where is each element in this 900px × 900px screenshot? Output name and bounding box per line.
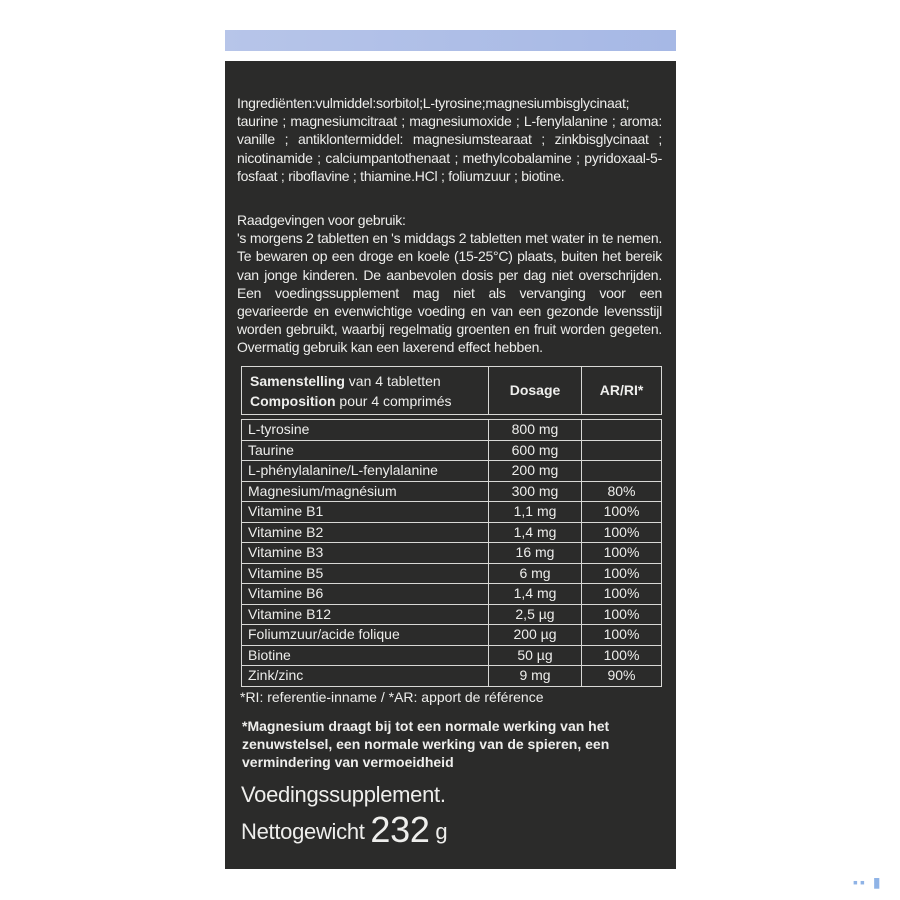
nutrient-name: Zink/zinc <box>242 666 489 687</box>
net-weight-label: Nettogewicht <box>241 819 365 844</box>
nutrient-name: Magnesium/magnésium <box>242 481 489 502</box>
usage-advice-heading: Raadgevingen voor gebruik: <box>237 212 406 228</box>
nutrient-ri: 100% <box>582 522 662 543</box>
nutrient-ri: 100% <box>582 584 662 605</box>
supplement-label: Voedingssupplement. <box>241 782 446 807</box>
nutrient-ri: 90% <box>582 666 662 687</box>
nutrient-dose: 16 mg <box>489 543 582 564</box>
nutrient-name: Vitamine B6 <box>242 584 489 605</box>
nutrient-dose: 1,4 mg <box>489 584 582 605</box>
header-fr-bold: Composition <box>250 392 336 409</box>
corner-decoration: ▪▪ ▮ <box>853 874 883 890</box>
nutrient-dose: 50 µg <box>489 645 582 666</box>
nutrient-ri <box>582 461 662 482</box>
composition-rows <box>242 420 662 687</box>
table-row <box>242 584 662 605</box>
nutrient-dose: 6 mg <box>489 563 582 584</box>
nutrient-ri: 100% <box>582 543 662 564</box>
net-weight-unit: g <box>435 819 448 844</box>
nutrient-name: L-tyrosine <box>242 420 489 441</box>
nutrient-dose: 1,1 mg <box>489 502 582 523</box>
table-row <box>242 502 662 523</box>
nutrient-dose: 200 mg <box>489 461 582 482</box>
nutrient-ri: 100% <box>582 604 662 625</box>
nutrient-name: Vitamine B12 <box>242 604 489 625</box>
top-color-band <box>225 30 676 51</box>
composition-table <box>241 366 662 687</box>
nutrient-ri: 100% <box>582 645 662 666</box>
composition-header <box>242 367 489 415</box>
nutrient-dose: 800 mg <box>489 420 582 441</box>
table-row <box>242 645 662 666</box>
dosage-header: Dosage <box>489 367 582 415</box>
usage-advice <box>237 211 662 357</box>
nutrient-name: Foliumzuur/acide folique <box>242 625 489 646</box>
header-nl-bold: Samenstelling <box>250 372 345 389</box>
table-row <box>242 420 662 441</box>
nutrient-name: Vitamine B1 <box>242 502 489 523</box>
table-row <box>242 666 662 687</box>
header-nl-rest: van 4 tabletten <box>344 372 441 389</box>
table-row <box>242 563 662 584</box>
nutrient-name: Taurine <box>242 440 489 461</box>
label-panel <box>225 61 676 869</box>
ingredients-text: Ingrediënten:vulmiddel:sorbitol;L-tyrosine;magnesiumbisglycinaat; taurine ; magnesiumcitraat ; magnesiumoxide ; L-fenylalanine ; aroma: vanille ; antiklontermiddel: magnesiumstearaat ; zinkbisglycinaat ; nicotinamide ; calciumpantothenaat ; methylcobalamine ; pyridoxaal-5-fosfaat ; riboflavine ; thiamine.HCl ; foliumzuur ; biotine. <box>237 95 662 184</box>
ri-header: AR/RI* <box>582 367 662 415</box>
nutrient-name: Vitamine B2 <box>242 522 489 543</box>
nutrient-dose: 200 µg <box>489 625 582 646</box>
nutrient-ri: 100% <box>582 563 662 584</box>
nutrient-dose: 2,5 µg <box>489 604 582 625</box>
nutrient-ri: 100% <box>582 625 662 646</box>
ri-footnote: *RI: referentie-inname / *AR: apport de référence <box>240 689 544 705</box>
table-row <box>242 543 662 564</box>
health-claim: *Magnesium draagt bij tot een normale werking van het zenuwstelsel, een normale werking van de spieren, een vermindering van vermoeidheid <box>242 718 610 770</box>
nutrient-name: Vitamine B5 <box>242 563 489 584</box>
table-row <box>242 440 662 461</box>
nutrient-name: Biotine <box>242 645 489 666</box>
usage-advice-text: 's morgens 2 tabletten en 's middags 2 tabletten met water in te nemen. Te bewaren op een droge en koele (15-25°C) plaats, buiten het bereik van jonge kinderen. De aanbevolen dosis per dag niet overschrijden. Een voedingssupplement mag niet als vervanging voor een gevarieerde en evenwichtige voeding en van een gezonde levensstijl worden gebruikt, waarbij regelmatig groenten en fruit worden gegeten. Overmatig gebruik kan een laxerend effect hebben. <box>237 230 662 356</box>
nutrient-name: L-phénylalanine/L-fenylalanine <box>242 461 489 482</box>
table-row <box>242 481 662 502</box>
nutrient-dose: 1,4 mg <box>489 522 582 543</box>
table-row <box>242 625 662 646</box>
table-row <box>242 604 662 625</box>
table-row <box>242 522 662 543</box>
nutrient-dose: 300 mg <box>489 481 582 502</box>
nutrient-dose: 9 mg <box>489 666 582 687</box>
header-fr-rest: pour 4 comprimés <box>335 392 452 409</box>
nutrient-dose: 600 mg <box>489 440 582 461</box>
nutrient-ri: 80% <box>582 481 662 502</box>
nutrient-name: Vitamine B3 <box>242 543 489 564</box>
net-weight-value: 232 <box>370 809 430 850</box>
table-row <box>242 461 662 482</box>
nutrient-ri <box>582 440 662 461</box>
nutrient-ri <box>582 420 662 441</box>
net-weight <box>241 809 447 851</box>
nutrient-ri: 100% <box>582 502 662 523</box>
